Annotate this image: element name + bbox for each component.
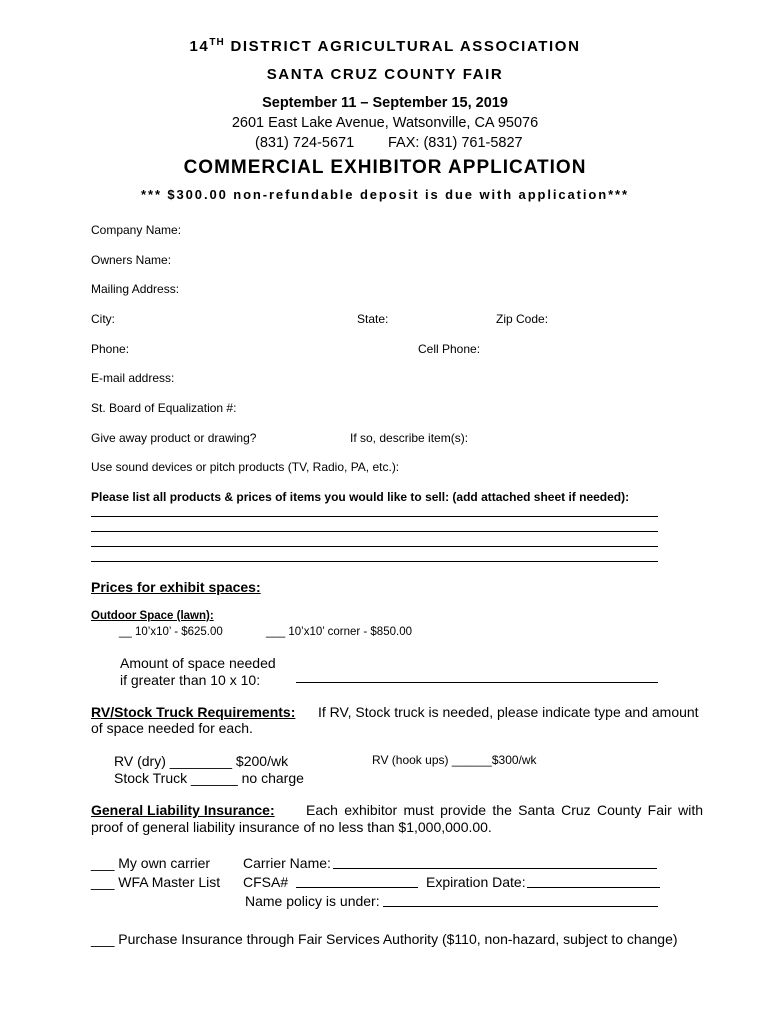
expiration-line[interactable] [527,887,660,888]
company-name-label: Company Name: [91,223,182,237]
products-line-4[interactable] [91,561,658,562]
sound-label: Use sound devices or pitch products (TV, Radio, PA, etc.): [91,460,400,474]
district-ordinal: TH [209,37,225,48]
giveaway-label: Give away product or drawing? [91,431,257,445]
amount-label-line2: if greater than 10 x 10: [120,672,261,688]
cell-phone-label: Cell Phone: [418,342,481,356]
rv-heading: RV/Stock Truck Requirements: [91,704,296,720]
amount-label-line1: Amount of space needed [120,655,276,671]
fair-name: SANTA CRUZ COUNTY FAIR [266,66,504,83]
rv-text-line2: of space needed for each. [91,720,253,736]
outdoor-option-corner[interactable]: ___ 10’x10’ corner - $850.00 [266,626,412,638]
carrier-name-label: Carrier Name: [243,855,331,871]
state-label: State: [357,312,389,326]
insurance-text-line2: proof of general liability insurance of no less than $1,000,000.00. [91,819,492,835]
mailing-address-label: Mailing Address: [91,282,180,296]
zip-label: Zip Code: [496,312,549,326]
rv-hookups-option[interactable]: RV (hook ups) ______$300/wk [372,753,537,767]
prices-heading: Prices for exhibit spaces: [91,579,261,595]
products-prompt: Please list all products & prices of items you would like to sell: (add attached sheet if needed): [91,490,630,504]
cfsa-label: CFSA# [243,874,289,890]
carrier-name-line[interactable] [333,868,657,869]
district-number: 14 [189,38,210,55]
owners-name-label: Owners Name: [91,253,172,267]
purchase-insurance-option[interactable]: ___ Purchase Insurance through Fair Services Authority ($110, non-hazard, subject to change) [91,931,678,947]
wfa-option[interactable]: ___ WFA Master List [91,874,221,890]
products-line-3[interactable] [91,546,658,547]
board-label: St. Board of Equalization #: [91,401,237,415]
fair-fax: FAX: (831) 761-5827 [388,135,523,151]
fair-address: 2601 East Lake Avenue, Watsonville, CA 95076 [231,115,539,131]
deposit-note: *** $300.00 non-refundable deposit is due with application*** [141,187,629,202]
outdoor-option-standard[interactable]: __ 10’x10’ - $625.00 [119,626,223,638]
amount-line[interactable] [296,682,658,683]
cfsa-line[interactable] [296,887,418,888]
rv-dry-option[interactable]: RV (dry) ________ $200/wk [114,753,289,769]
outdoor-heading: Outdoor Space (lawn): [91,610,214,622]
expiration-label: Expiration Date: [426,874,526,890]
policy-name-label: Name policy is under: [245,893,380,909]
insurance-text-line1: Each exhibitor must provide the Santa Cruz County Fair with [306,802,703,818]
association-name [0,38,770,55]
page-title: COMMERCIAL EXHIBITOR APPLICATION [183,157,587,178]
city-label: City: [91,312,115,326]
association-title: DISTRICT AGRICULTURAL ASSOCIATION [224,38,581,55]
policy-name-line[interactable] [383,906,658,907]
products-line-1[interactable] [91,516,658,517]
fair-dates: September 11 – September 15, 2019 [262,95,508,111]
products-line-2[interactable] [91,531,658,532]
rv-text-line1: If RV, Stock truck is needed, please indicate type and amount [318,704,699,720]
fair-phone: (831) 724-5671 [255,135,355,151]
describe-label: If so, describe item(s): [350,431,469,445]
email-label: E-mail address: [91,371,175,385]
insurance-heading: General Liability Insurance: [91,802,275,818]
own-carrier-option[interactable]: ___ My own carrier [91,855,211,871]
phone-label: Phone: [91,342,130,356]
stock-truck-option[interactable]: Stock Truck ______ no charge [114,770,304,786]
